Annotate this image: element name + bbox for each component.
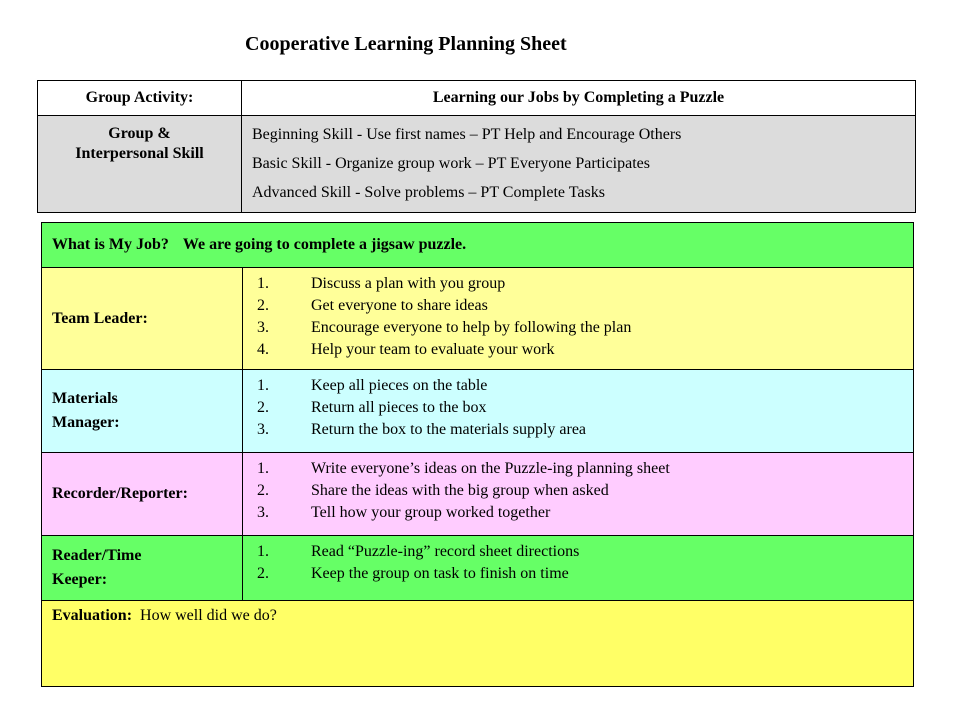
activity-table: [37, 80, 916, 213]
task-list-recorder-reporter: [243, 453, 914, 536]
role-name-team-leader: [42, 268, 243, 370]
role-row-team-leader: [42, 268, 914, 370]
task-number: 1.: [257, 275, 269, 292]
evaluation-label: Evaluation:: [52, 607, 133, 624]
role-name-materials-manager: [42, 370, 243, 453]
skills-list: [242, 116, 916, 213]
role-name-reader-time-keeper: [42, 536, 243, 601]
task-text: Keep all pieces on the table: [311, 377, 488, 394]
task-number: 3.: [257, 504, 269, 521]
evaluation-cell: [42, 601, 914, 687]
skills-row: [38, 116, 916, 213]
task-number: 1.: [257, 543, 269, 560]
task-item: [257, 502, 913, 524]
task-list-team-leader: [243, 268, 914, 370]
task-text: Return the box to the materials supply area: [311, 421, 587, 438]
role-name-recorder-reporter: [42, 453, 243, 536]
skills-label: [38, 116, 242, 213]
task-number: 4.: [257, 341, 269, 358]
skills-label-line2: Interpersonal Skill: [75, 145, 204, 162]
task-text: Get everyone to share ideas: [311, 297, 488, 314]
page-title: Cooperative Learning Planning Sheet: [245, 33, 567, 55]
task-number: 1.: [257, 377, 269, 394]
task-item: [257, 541, 913, 563]
job-question: What is My Job?: [52, 236, 169, 253]
task-text: Read “Puzzle-ing” record sheet directions: [311, 543, 580, 560]
task-text: Write everyone’s ideas on the Puzzle-ing planning sheet: [311, 460, 670, 477]
role-row-materials-manager: [42, 370, 914, 453]
task-number: 3.: [257, 319, 269, 336]
jobs-table: [41, 222, 914, 687]
task-item: [257, 317, 913, 339]
task-item: [257, 480, 913, 502]
task-number: 2.: [257, 297, 269, 314]
activity-value: Learning our Jobs by Completing a Puzzle: [242, 81, 916, 116]
task-text: Share the ideas with the big group when asked: [311, 482, 609, 499]
skill-advanced: Advanced Skill - Solve problems – PT Complete Tasks: [252, 184, 605, 201]
job-question-row: [42, 223, 914, 268]
role-name-line1: Team Leader:: [52, 309, 148, 327]
role-name-line2: Manager:: [52, 414, 120, 431]
skill-basic: Basic Skill - Organize group work – PT Everyone Participates: [252, 155, 650, 172]
task-number: 1.: [257, 460, 269, 477]
skills-label-line1: Group &: [108, 125, 171, 142]
task-number: 2.: [257, 565, 269, 582]
role-name-line1: Reader/Time: [52, 547, 142, 564]
task-number: 2.: [257, 399, 269, 416]
job-question-cell: [42, 223, 914, 268]
job-answer: We are going to complete a jigsaw puzzle.: [182, 236, 467, 253]
task-item: [257, 295, 913, 317]
task-list-reader-time-keeper: [243, 536, 914, 601]
skill-beginning: Beginning Skill - Use first names – PT Help and Encourage Others: [252, 126, 682, 143]
role-row-reader-time-keeper: [42, 536, 914, 601]
task-text: Help your team to evaluate your work: [311, 341, 555, 358]
task-text: Keep the group on task to finish on time: [311, 565, 569, 582]
task-item: [257, 563, 913, 585]
role-name-line1: Materials: [52, 390, 118, 407]
task-text: Discuss a plan with you group: [311, 275, 506, 292]
activity-label: Group Activity:: [38, 81, 242, 116]
task-text: Encourage everyone to help by following the plan: [311, 319, 632, 336]
task-item: [257, 419, 913, 441]
task-item: [257, 458, 913, 480]
task-item: [257, 339, 913, 361]
evaluation-row: [42, 601, 914, 687]
task-item: [257, 273, 913, 295]
role-name-line2: Keeper:: [52, 571, 108, 588]
task-item: [257, 375, 913, 397]
task-item: [257, 397, 913, 419]
task-number: 3.: [257, 421, 269, 438]
task-text: Return all pieces to the box: [311, 399, 487, 416]
role-name-line1: Recorder/Reporter:: [52, 485, 188, 502]
task-number: 2.: [257, 482, 269, 499]
activity-row: [38, 81, 916, 116]
evaluation-question: How well did we do?: [140, 607, 277, 624]
task-text: Tell how your group worked together: [311, 504, 551, 521]
task-list-materials-manager: [243, 370, 914, 453]
role-row-recorder-reporter: [42, 453, 914, 536]
